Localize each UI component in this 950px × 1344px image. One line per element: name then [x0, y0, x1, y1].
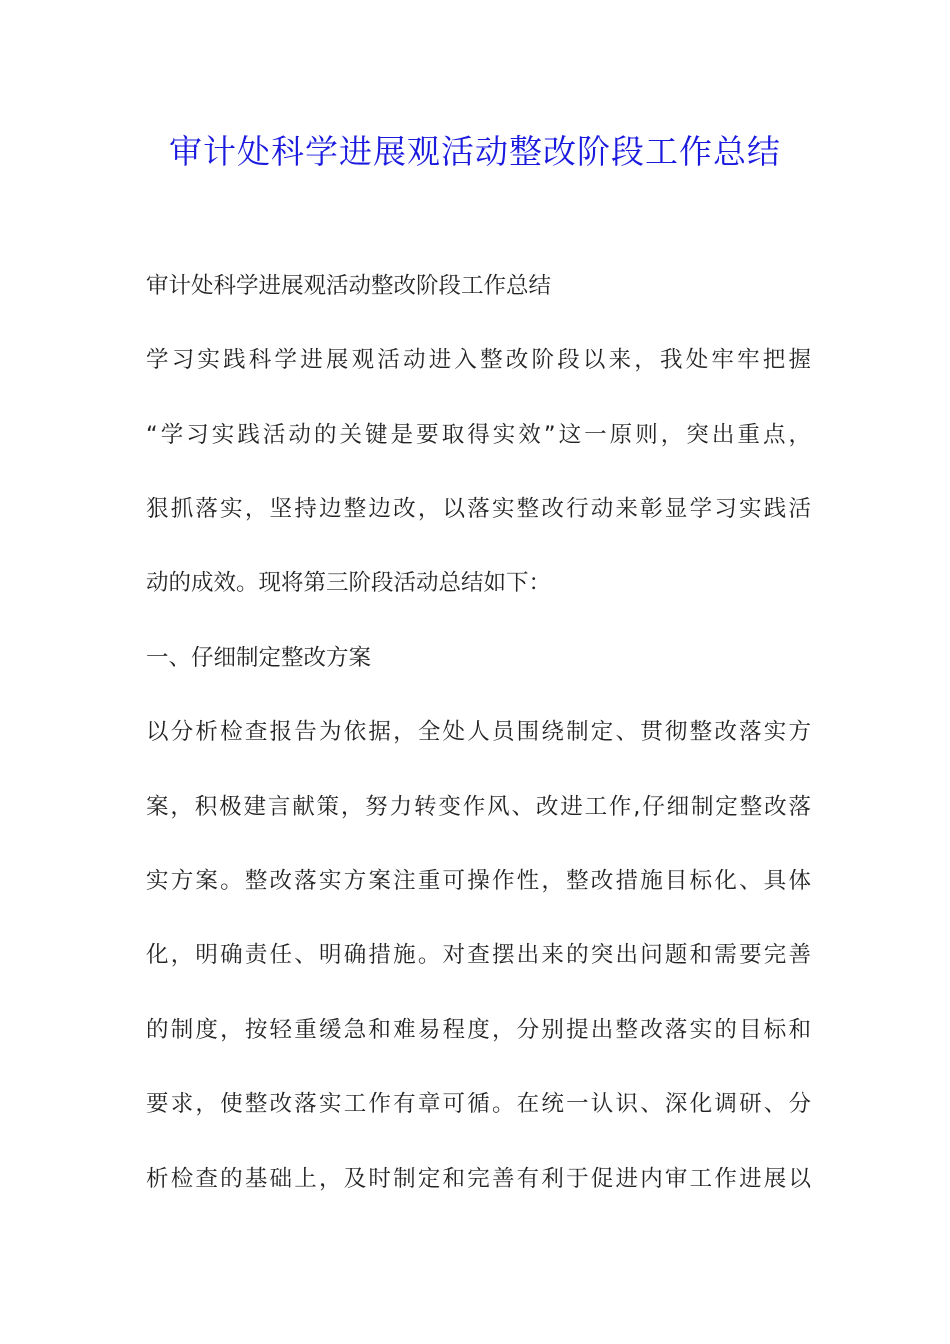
paragraph2-line-3: 实方案。整改落实方案注重可操作性，整改措施目标化、具体 [146, 868, 811, 894]
document-title: 审计处科学进展观活动整改阶段工作总结 [169, 132, 781, 171]
section1-heading: 一、仔细制定整改方案 [146, 645, 372, 671]
paragraph2-line-6: 要求，使整改落实工作有章可循。在统一认识、深化调研、分 [146, 1091, 811, 1117]
paragraph2-line-4: 化，明确责任、明确措施。对查摆出来的突出问题和需要完善 [146, 942, 811, 968]
paragraph2-line-5: 的制度，按轻重缓急和难易程度，分别提出整改落实的目标和 [146, 1017, 811, 1043]
paragraph2-line-7: 析检查的基础上，及时制定和完善有利于促进内审工作进展以 [146, 1166, 811, 1192]
paragraph1-line-3: 狠抓落实，坚持边整边改，以落实整改行动来彰显学习实践活 [146, 496, 811, 522]
paragraph1-line-2: “学习实践活动的关键是要取得实效”这一原则，突出重点， [146, 422, 811, 448]
subtitle-line: 审计处科学进展观活动整改阶段工作总结 [146, 273, 552, 299]
paragraph2-line-2: 案，积极建言献策，努力转变作风、改进工作,仔细制定整改落 [146, 794, 811, 820]
paragraph2-line-1: 以分析检查报告为依据，全处人员围绕制定、贯彻整改落实方 [146, 719, 811, 745]
paragraph1-line-4: 动的成效。现将第三阶段活动总结如下： [146, 570, 552, 596]
paragraph1-line-1: 学习实践科学进展观活动进入整改阶段以来，我处牢牢把握 [146, 347, 811, 373]
